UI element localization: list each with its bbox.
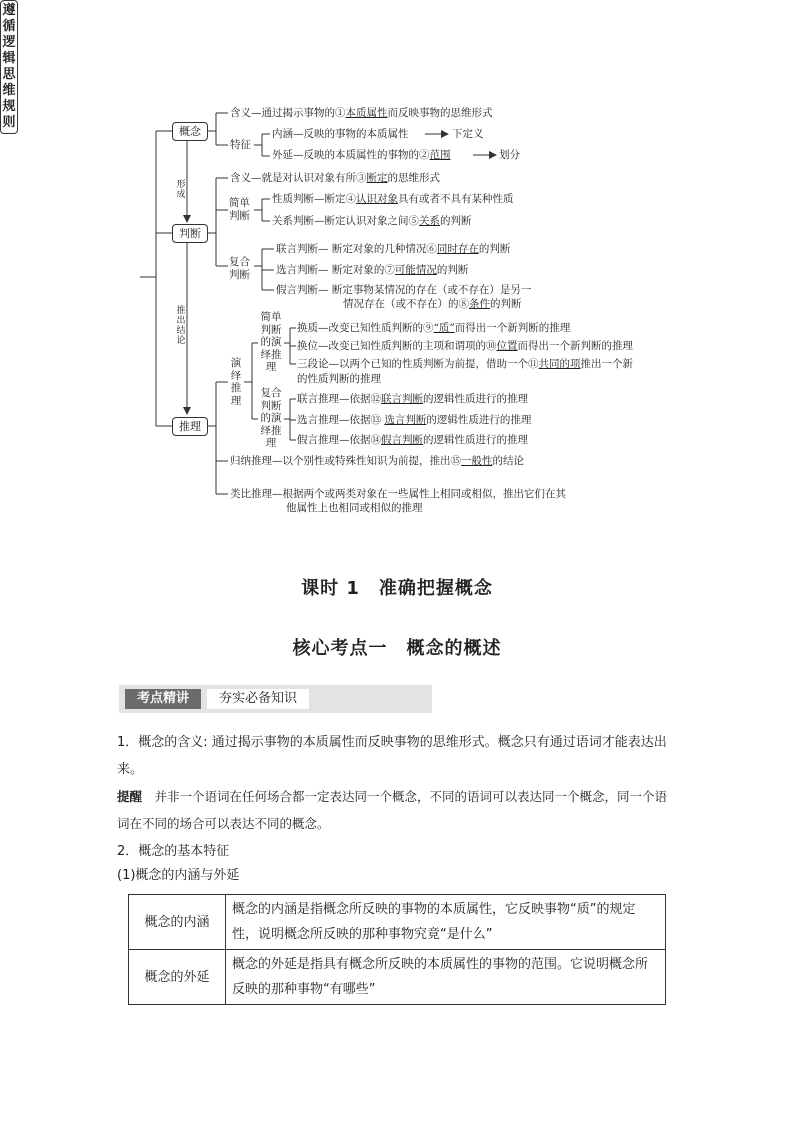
concept-table (128, 894, 666, 1005)
property-judgment (272, 193, 514, 206)
concept-feature-label: 特征 (230, 139, 251, 151)
root-char: 维 (2, 83, 16, 98)
table-row (129, 950, 666, 1005)
label-char: 演 (230, 357, 242, 369)
hypothetical-reasoning (297, 434, 528, 447)
root-char: 辑 (2, 51, 16, 66)
answer-text: 可能情况 (394, 264, 437, 276)
answer-text: 关系 (419, 215, 440, 227)
section-banner (119, 685, 432, 713)
analogical-reasoning-line2: 他属性上也相同或相似的推理 (286, 502, 423, 514)
root-char: 逻 (2, 35, 16, 50)
answer-text: 假言判断 (381, 434, 423, 446)
compound-judgment-label (229, 256, 250, 281)
simple-judgment-label (229, 197, 250, 222)
text: 换位—改变已知性质判断的主项和谓项的⑩ (297, 340, 497, 352)
text: 具有或者不具有某种性质 (398, 193, 514, 205)
tip-paragraph (117, 783, 677, 837)
label-line: 的演 (260, 336, 282, 348)
text: 性质判断—断定④ (272, 193, 356, 205)
answer-text: 联言判断 (381, 393, 423, 405)
arrow-label-conclude (176, 306, 186, 346)
text: 选言推理—依据⑬ (297, 414, 385, 426)
deductive-label (229, 357, 243, 407)
answer-text: 断定 (366, 172, 388, 184)
table-body-cell: 概念的外延是指具有概念所反映的本质属性的事物的范围。它说明概念所反映的那种事物“有哪些” (226, 950, 666, 1005)
text: 选言判断 (276, 264, 318, 276)
answer-text: 范围 (429, 149, 451, 161)
label-line: 的演 (260, 412, 282, 424)
text: 断定事物某情况的存在（或不存在）是另一 (331, 284, 532, 296)
paragraph-concept-meaning: 1．概念的含义: 通过揭示事物的本质属性而反映事物的思维形式。概念只有通过语词才能表达出来。 (117, 735, 667, 777)
conjunctive-reasoning (297, 393, 528, 406)
label-line: 判断 (260, 399, 282, 412)
root-char: 遵 (2, 3, 16, 18)
hypothetical-judgment-line2 (343, 298, 522, 311)
root-char: 则 (2, 115, 16, 130)
tip-label: 提醒 (117, 789, 143, 804)
inductive-reasoning (230, 455, 524, 468)
answer-text: 共同的项 (538, 358, 581, 370)
text: 归纳推理—以个别性或特殊性知识为前提，推出⑮ (230, 455, 461, 467)
reasoning-node: 推理 (172, 417, 208, 436)
table-head-cell: 概念的外延 (129, 950, 226, 1005)
root-char: 循 (2, 19, 16, 34)
root-char: 思 (2, 67, 16, 82)
text: 假言判断 (276, 284, 318, 296)
label-line: 绎推 (260, 348, 282, 361)
label-char: 理 (230, 394, 242, 407)
compound-deduction-label (258, 387, 284, 450)
root-char: 规 (2, 99, 16, 114)
label-char: 绎 (230, 369, 242, 382)
text: 而得出一个新判断的推理 (517, 340, 633, 352)
answer-text: 认识对象 (356, 193, 398, 205)
text: 联言推理—依据⑫ (297, 393, 381, 405)
arrow-char: 出 (176, 316, 186, 326)
syllogism (297, 358, 633, 371)
text: 的判断 (490, 298, 522, 310)
answer-text: 同时存在 (436, 243, 479, 255)
text: 推出一个新 (580, 358, 633, 370)
text: 含义—就是对认识对象有所③ (230, 172, 367, 184)
label-line: 绎推 (260, 424, 282, 437)
table-head-cell: 概念的内涵 (129, 895, 226, 950)
text: 的结论 (492, 455, 524, 467)
text: 换质—改变已知性质判断的⑨ (297, 322, 434, 334)
extension-target: 划分 (499, 149, 520, 161)
label-char: 推 (230, 382, 242, 394)
disjunctive-judgment: 选言判断— 断定对象的⑦可能情况的判断 (276, 264, 469, 276)
intension-text: 内涵—反映的事物的本质属性 (272, 128, 409, 140)
banner-sublabel: 夯实必备知识 (207, 689, 309, 709)
text: 情况存在（或不存在）的⑧ (343, 298, 469, 310)
extension-text (272, 149, 451, 162)
analogical-reasoning: 类比推理—根据两个或两类对象在一些属性上相同或相似，推出它们在其 (230, 488, 566, 500)
conjunctive-judgment: 联言判断— 断定对象的几种情况⑥同时存在的判断 (276, 243, 511, 255)
disjunctive-reasoning (297, 414, 531, 427)
label-line: 复合 (260, 387, 282, 399)
tip-text: 并非一个语词在任何场合都一定表达同一个概念，不同的语词可以表达同一个概念，同一个语词在不同的场合可以表达不同的概念。 (117, 789, 668, 831)
text: 的判断 (440, 215, 472, 227)
label-line: 判断 (229, 209, 250, 222)
syllogism-line2: 的性质判断的推理 (297, 373, 381, 385)
answer-text: 选言判断 (384, 414, 427, 426)
text: 假言推理—依据⑭ (297, 434, 381, 446)
simple-deduction-label (258, 311, 284, 374)
text: 的判断 (436, 264, 469, 276)
arrow-label-form (176, 180, 186, 200)
text: 的思维形式 (387, 172, 440, 184)
text: 断定对象的⑦ (331, 264, 395, 276)
paragraph-features: 2．概念的基本特征 (117, 844, 230, 859)
intension-target: 下定义 (452, 128, 484, 140)
banner-label: 考点精讲 (125, 689, 201, 709)
text: 而反映事物的思维形式 (387, 107, 493, 119)
relation-judgment (272, 215, 472, 228)
label-line: 判断 (229, 268, 250, 281)
label-line: 判断 (260, 323, 282, 336)
core-title: 核心考点一 概念的概述 (292, 638, 502, 659)
label-line: 复合 (229, 256, 250, 268)
text: 而得出一个新判断的推理 (454, 322, 571, 334)
answer-text: 位置 (496, 340, 518, 352)
text: 外延—反映的本质属性的事物的② (272, 149, 430, 161)
label-line: 简单 (229, 197, 250, 209)
arrow-char: 形 (176, 180, 186, 190)
text: 三段论—以两个已知的性质判断为前提，借助一个⑪ (297, 358, 539, 370)
concept-node: 概念 (172, 122, 208, 141)
arrow-char: 结 (176, 326, 186, 336)
conversion-position (297, 340, 633, 353)
text: 关系判断—断定认识对象之间⑤ (272, 215, 419, 227)
answer-text: 一般性 (461, 455, 493, 467)
text: 的逻辑性质进行的推理 (423, 393, 528, 405)
text: 含义—通过揭示事物的① (230, 107, 346, 119)
conversion-quality (297, 322, 570, 335)
label-line: 理 (265, 437, 277, 449)
judgment-meaning (230, 172, 440, 185)
text: 断定对象的几种情况⑥ (331, 243, 437, 255)
paragraph-intension-extension: (1)概念的内涵与外延 (117, 868, 240, 883)
text: 的判断 (478, 243, 511, 255)
arrow-char: 推 (176, 306, 186, 316)
label-line: 理 (265, 361, 277, 373)
text: 联言判断 (276, 243, 318, 255)
table-body-cell: 概念的内涵是指概念所反映的事物的本质属性，它反映事物“质”的规定性，说明概念所反映的那种事物究竟“是什么” (226, 895, 666, 950)
arrow-char: 论 (176, 336, 186, 346)
lesson-title: 课时 1 准确把握概念 (301, 578, 493, 599)
arrow-char: 成 (176, 190, 186, 200)
text: 的逻辑性质进行的推理 (423, 434, 528, 446)
text: 的逻辑性质进行的推理 (426, 414, 532, 426)
label-line: 简单 (260, 311, 282, 323)
answer-text: 条件 (469, 298, 490, 310)
concept-meaning (230, 107, 493, 120)
judgment-node: 判断 (172, 224, 208, 243)
answer-text: “质” (433, 322, 455, 334)
answer-text: 本质属性 (345, 107, 388, 119)
table-row (129, 895, 666, 950)
hypothetical-judgment: 假言判断— 断定事物某情况的存在（或不存在）是另一 (276, 284, 532, 296)
